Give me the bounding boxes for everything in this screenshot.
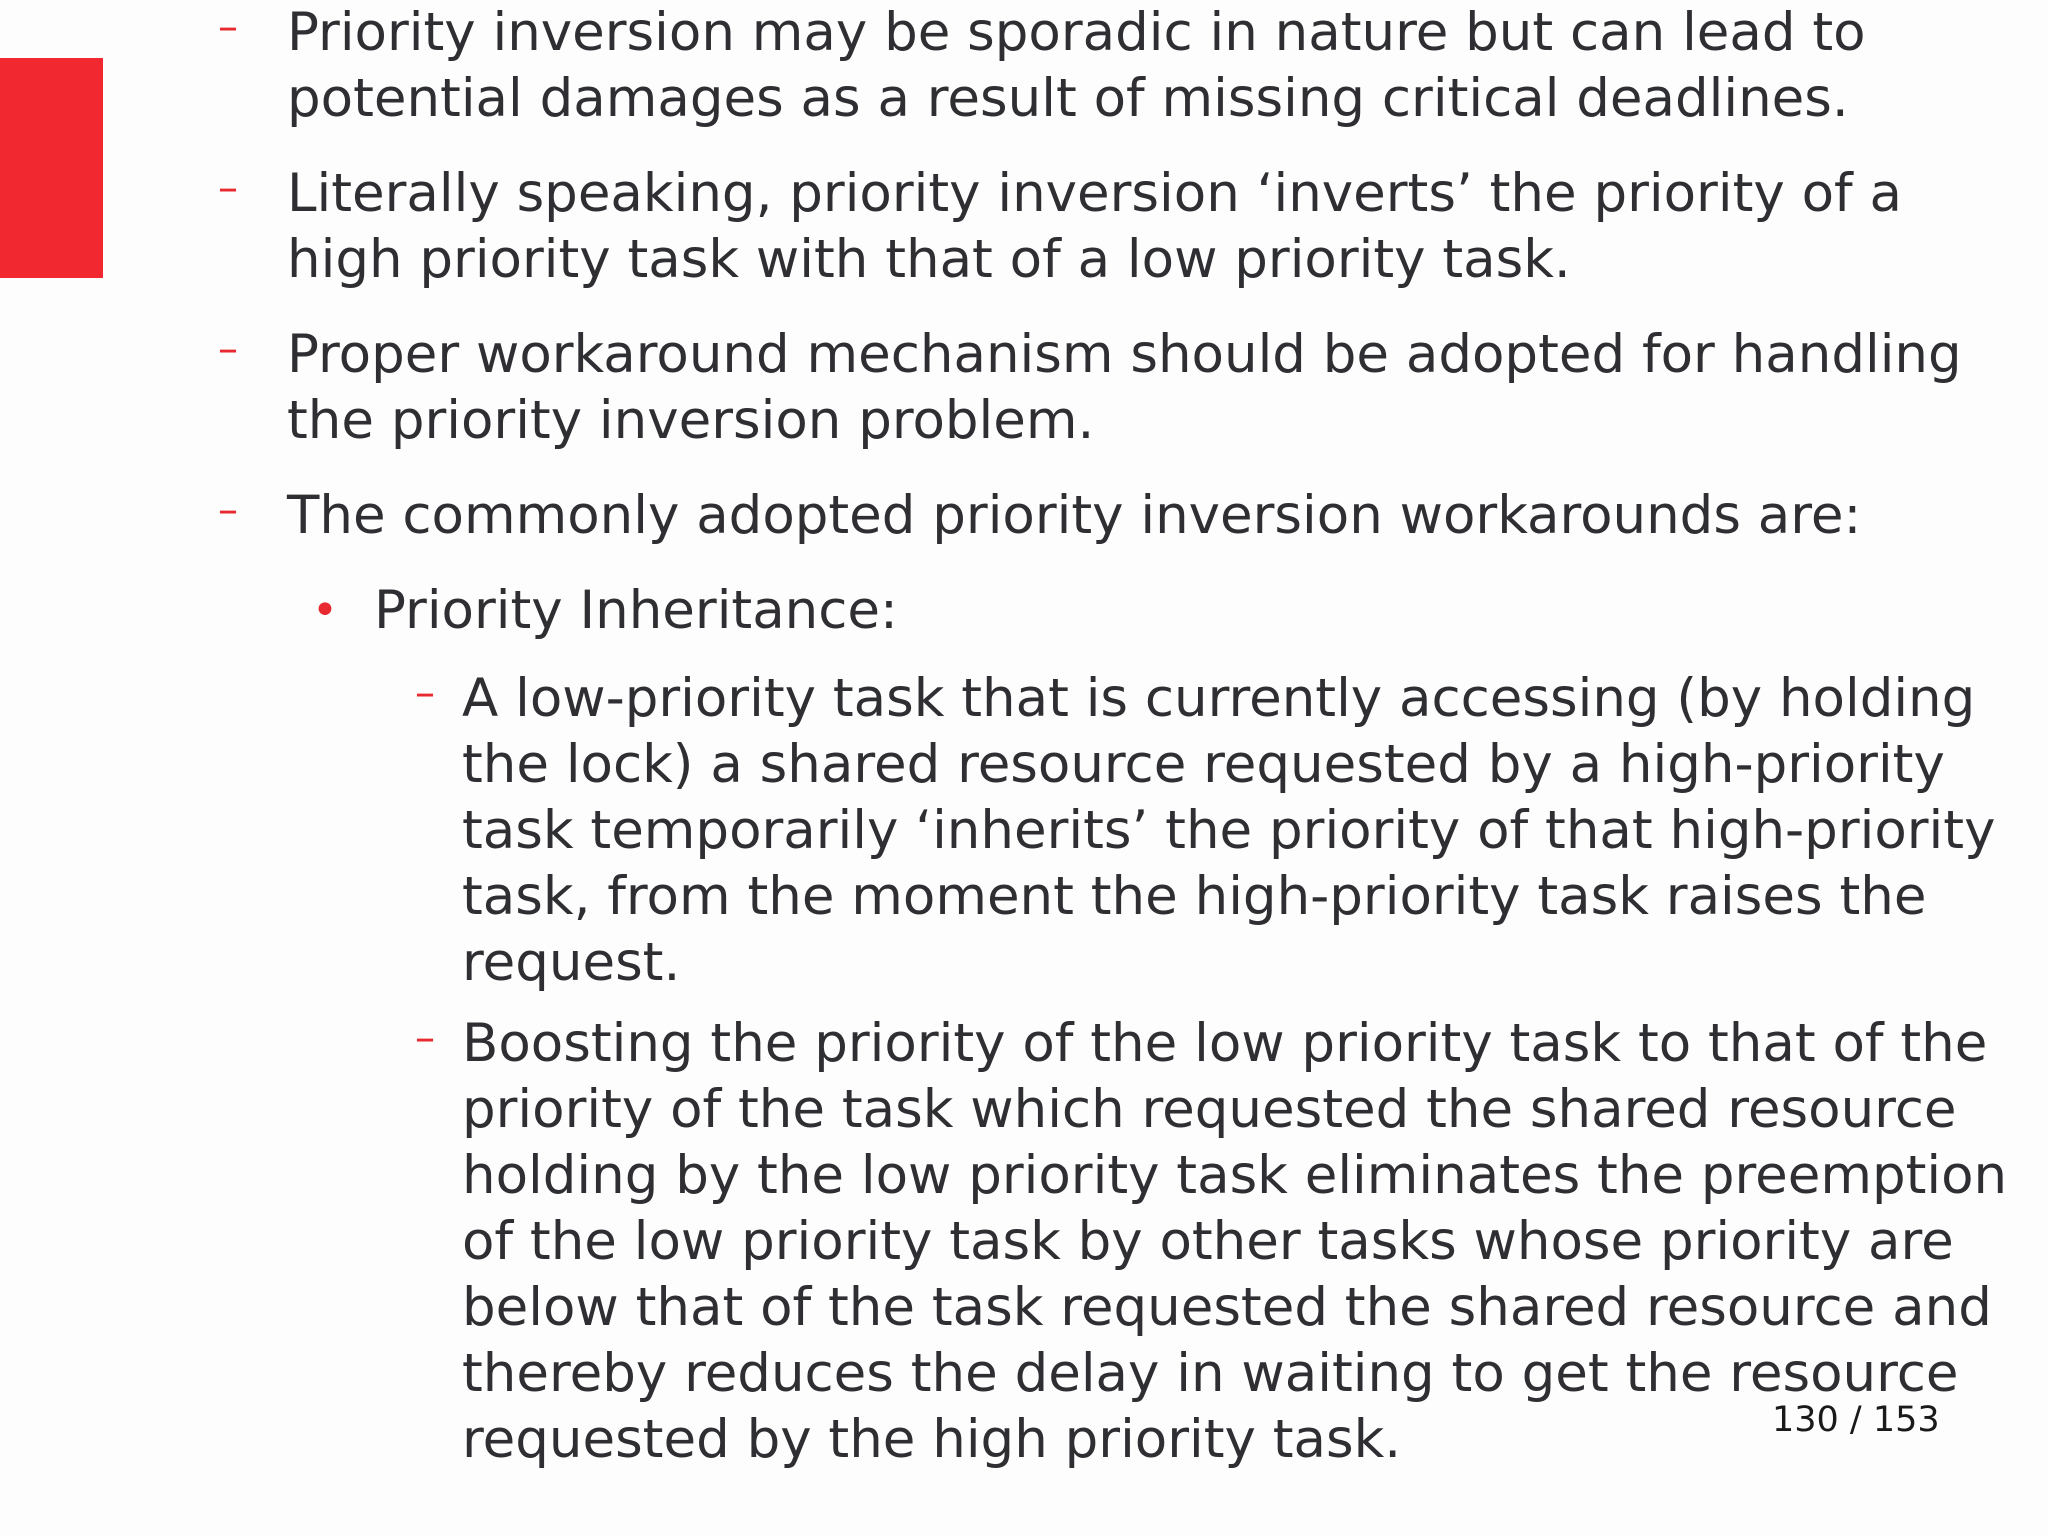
list-item-text: Priority inversion may be sporadic in nature but can lead to potential damages as a result of missing critical deadlines. bbox=[287, 2, 1866, 129]
dash-bullet: – bbox=[415, 670, 435, 716]
dash-bullet: – bbox=[218, 487, 238, 533]
list-item-text: Literally speaking, priority inversion ‘inverts’ the priority of a high priority task with that of a low priority task. bbox=[287, 163, 1902, 290]
dot-bullet: • bbox=[312, 585, 338, 636]
sub-heading-text: Priority Inheritance: bbox=[374, 580, 898, 641]
dash-bullet: – bbox=[415, 1015, 435, 1061]
dash-bullet: – bbox=[218, 165, 238, 211]
sub-list-item-text: A low-priority task that is currently accessing (by holding the lock) a shared resource requested by a high-priority task temporarily ‘inherits’ the priority of that high-priority task, from the moment the high-priority task raises the request. bbox=[462, 668, 1996, 993]
sub-list-item-text: Boosting the priority of the low priority task to that of the priority of the task which requested the shared resource holding by the low priority task eliminates the preemption of the low priority task by other tasks whose priority are below that of the task requested the shared resource and thereby reduces the delay in waiting to get the resource requested by the high priority task. bbox=[462, 1013, 2008, 1470]
page-number: 130 / 153 bbox=[1772, 1400, 1940, 1440]
dash-bullet: – bbox=[218, 326, 238, 372]
list-item-text: The commonly adopted priority inversion workarounds are: bbox=[287, 485, 1862, 546]
dash-bullet: – bbox=[218, 4, 238, 50]
list-item-text: Proper workaround mechanism should be adopted for handling the priority inversion problem. bbox=[287, 324, 1962, 451]
accent-bar bbox=[0, 58, 103, 278]
